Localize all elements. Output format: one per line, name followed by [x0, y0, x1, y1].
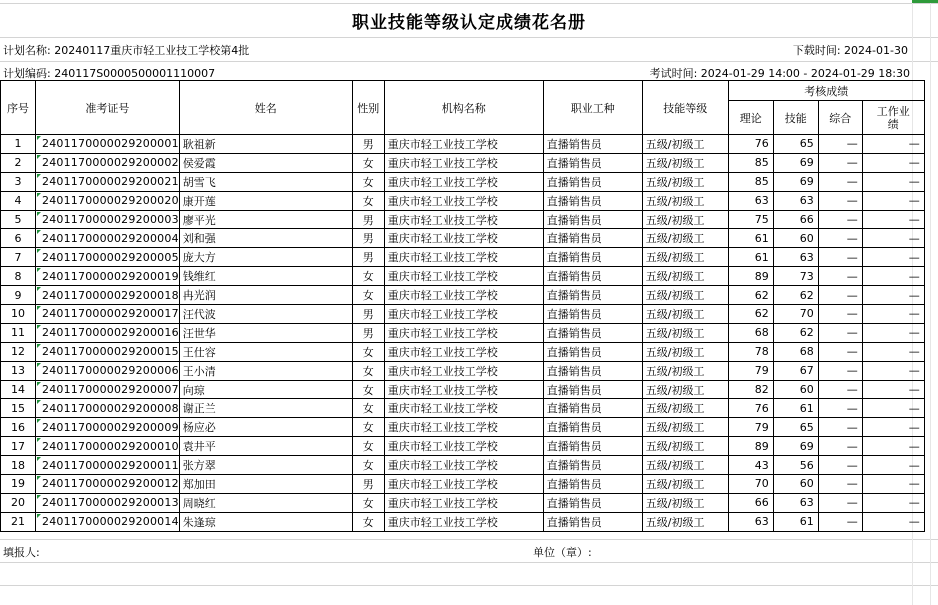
row-seq[interactable]: 12	[1, 342, 36, 361]
row-theory-score[interactable]: 76	[728, 399, 773, 418]
row-name[interactable]: 谢正兰	[179, 399, 352, 418]
row-gender[interactable]: 女	[352, 456, 384, 475]
row-org[interactable]: 重庆市轻工业技工学校	[384, 342, 543, 361]
row-comprehensive-score[interactable]: —	[818, 361, 862, 380]
header-comprehensive: 综合	[818, 101, 862, 135]
row-skill-score[interactable]: 66	[773, 210, 818, 229]
row-comprehensive-score[interactable]: —	[818, 437, 862, 456]
row-skill-score[interactable]: 62	[773, 286, 818, 305]
row-org[interactable]: 重庆市轻工业技工学校	[384, 456, 543, 475]
row-theory-score[interactable]: 75	[728, 210, 773, 229]
table-row	[1, 172, 925, 191]
row-gender[interactable]: 男	[352, 248, 384, 267]
row-comprehensive-score[interactable]: —	[818, 512, 862, 531]
row-org[interactable]: 重庆市轻工业技工学校	[384, 191, 543, 210]
row-ticket[interactable]: 2401170000029200002	[36, 153, 180, 172]
row-skill-score[interactable]: 63	[773, 493, 818, 512]
table-row	[1, 493, 925, 512]
plan-name: 计划名称: 20240117重庆市轻工业技工学校第4批	[3, 44, 250, 57]
row-theory-score[interactable]: 89	[728, 267, 773, 286]
row-comprehensive-score[interactable]: —	[818, 342, 862, 361]
row-job[interactable]: 直播销售员	[543, 267, 642, 286]
row-name[interactable]: 刘和强	[179, 229, 352, 248]
row-seq[interactable]: 13	[1, 361, 36, 380]
row-work-score[interactable]: —	[862, 361, 924, 380]
row-level[interactable]: 五级/初级工	[642, 380, 728, 399]
row-ticket[interactable]: 2401170000029200005	[36, 248, 180, 267]
row-ticket[interactable]: 2401170000029200016	[36, 323, 180, 342]
download-time: 下载时间: 2024-01-30	[792, 44, 908, 57]
row-name[interactable]: 侯爱霞	[179, 153, 352, 172]
row-comprehensive-score[interactable]: —	[818, 191, 862, 210]
row-skill-score[interactable]: 69	[773, 153, 818, 172]
header-theory: 理论	[728, 101, 773, 135]
table-row	[1, 361, 925, 380]
row-job[interactable]: 直播销售员	[543, 456, 642, 475]
row-level[interactable]: 五级/初级工	[642, 323, 728, 342]
row-skill-score[interactable]: 65	[773, 135, 818, 154]
row-theory-score[interactable]: 76	[728, 135, 773, 154]
row-name[interactable]: 向琼	[179, 380, 352, 399]
row-seq[interactable]: 20	[1, 493, 36, 512]
row-work-score[interactable]: —	[862, 323, 924, 342]
row-job[interactable]: 直播销售员	[543, 229, 642, 248]
row-job[interactable]: 直播销售员	[543, 172, 642, 191]
table-row	[1, 380, 925, 399]
row-seq[interactable]: 17	[1, 437, 36, 456]
row-skill-score[interactable]: 63	[773, 191, 818, 210]
row-work-score[interactable]: —	[862, 475, 924, 494]
row-org[interactable]: 重庆市轻工业技工学校	[384, 172, 543, 191]
row-ticket[interactable]: 2401170000029200009	[36, 418, 180, 437]
page-title: 职业技能等级认定成绩花名册	[352, 13, 586, 33]
row-ticket[interactable]: 2401170000029200008	[36, 399, 180, 418]
row-work-score[interactable]: —	[862, 135, 924, 154]
row-seq[interactable]: 2	[1, 153, 36, 172]
row-ticket[interactable]: 2401170000029200019	[36, 267, 180, 286]
row-job[interactable]: 直播销售员	[543, 399, 642, 418]
row-gender[interactable]: 女	[352, 437, 384, 456]
row-job[interactable]: 直播销售员	[543, 342, 642, 361]
row-level[interactable]: 五级/初级工	[642, 475, 728, 494]
row-level[interactable]: 五级/初级工	[642, 229, 728, 248]
row-org[interactable]: 重庆市轻工业技工学校	[384, 418, 543, 437]
row-level[interactable]: 五级/初级工	[642, 361, 728, 380]
row-skill-score[interactable]: 62	[773, 323, 818, 342]
row-skill-score[interactable]: 60	[773, 380, 818, 399]
row-comprehensive-score[interactable]: —	[818, 305, 862, 324]
row-org[interactable]: 重庆市轻工业技工学校	[384, 286, 543, 305]
row-seq[interactable]: 5	[1, 210, 36, 229]
row-gender[interactable]: 男	[352, 323, 384, 342]
row-name[interactable]: 庞大方	[179, 248, 352, 267]
row-name[interactable]: 耿祖新	[179, 135, 352, 154]
exam-time: 考试时间: 2024-01-29 14:00 - 2024-01-29 18:30	[649, 67, 910, 80]
row-theory-score[interactable]: 62	[728, 286, 773, 305]
row-comprehensive-score[interactable]: —	[818, 475, 862, 494]
table-row	[1, 210, 925, 229]
row-org[interactable]: 重庆市轻工业技工学校	[384, 380, 543, 399]
row-ticket[interactable]: 2401170000029200020	[36, 191, 180, 210]
table-row	[1, 399, 925, 418]
row-gender[interactable]: 男	[352, 229, 384, 248]
row-level[interactable]: 五级/初级工	[642, 210, 728, 229]
row-gender[interactable]: 女	[352, 380, 384, 399]
row-name[interactable]: 汪世华	[179, 323, 352, 342]
row-gender[interactable]: 女	[352, 361, 384, 380]
row-name[interactable]: 袁井平	[179, 437, 352, 456]
header-skill: 技能	[773, 101, 818, 135]
row-org[interactable]: 重庆市轻工业技工学校	[384, 135, 543, 154]
row-theory-score[interactable]: 63	[728, 512, 773, 531]
table-row	[1, 305, 925, 324]
row-ticket[interactable]: 2401170000029200015	[36, 342, 180, 361]
row-comprehensive-score[interactable]: —	[818, 418, 862, 437]
row-org[interactable]: 重庆市轻工业技工学校	[384, 305, 543, 324]
table-row	[1, 153, 925, 172]
row-org[interactable]: 重庆市轻工业技工学校	[384, 210, 543, 229]
row-job[interactable]: 直播销售员	[543, 493, 642, 512]
row-job[interactable]: 直播销售员	[543, 248, 642, 267]
row-gender[interactable]: 女	[352, 153, 384, 172]
row-level[interactable]: 五级/初级工	[642, 437, 728, 456]
header-name: 姓名	[179, 81, 352, 135]
row-work-score[interactable]: —	[862, 210, 924, 229]
row-gender[interactable]: 女	[352, 286, 384, 305]
row-theory-score[interactable]: 78	[728, 342, 773, 361]
row-theory-score[interactable]: 43	[728, 456, 773, 475]
row-name[interactable]: 郑加田	[179, 475, 352, 494]
row-job[interactable]: 直播销售员	[543, 323, 642, 342]
row-theory-score[interactable]: 82	[728, 380, 773, 399]
row-work-score[interactable]: —	[862, 418, 924, 437]
row-gender[interactable]: 男	[352, 475, 384, 494]
row-ticket[interactable]: 2401170000029200014	[36, 512, 180, 531]
row-seq[interactable]: 8	[1, 267, 36, 286]
row-org[interactable]: 重庆市轻工业技工学校	[384, 323, 543, 342]
row-skill-score[interactable]: 65	[773, 418, 818, 437]
row-job[interactable]: 直播销售员	[543, 153, 642, 172]
row-job[interactable]: 直播销售员	[543, 361, 642, 380]
row-name[interactable]: 杨应必	[179, 418, 352, 437]
row-name[interactable]: 钱维红	[179, 267, 352, 286]
row-job[interactable]: 直播销售员	[543, 475, 642, 494]
row-seq[interactable]: 16	[1, 418, 36, 437]
row-work-score[interactable]: —	[862, 191, 924, 210]
row-level[interactable]: 五级/初级工	[642, 342, 728, 361]
row-ticket[interactable]: 2401170000029200021	[36, 172, 180, 191]
row-level[interactable]: 五级/初级工	[642, 418, 728, 437]
row-job[interactable]: 直播销售员	[543, 210, 642, 229]
table-row	[1, 191, 925, 210]
row-seq[interactable]: 14	[1, 380, 36, 399]
row-org[interactable]: 重庆市轻工业技工学校	[384, 512, 543, 531]
filler-label: 填报人:	[3, 546, 40, 559]
row-org[interactable]: 重庆市轻工业技工学校	[384, 475, 543, 494]
table-row	[1, 512, 925, 531]
row-job[interactable]: 直播销售员	[543, 380, 642, 399]
row-seq[interactable]: 11	[1, 323, 36, 342]
row-ticket[interactable]: 2401170000029200017	[36, 305, 180, 324]
plan-code: 计划编码: 240117S0000500001110007	[3, 67, 216, 80]
header-gender: 性别	[352, 81, 384, 135]
row-job[interactable]: 直播销售员	[543, 418, 642, 437]
table-row	[1, 456, 925, 475]
row-gender[interactable]: 女	[352, 267, 384, 286]
row-skill-score[interactable]: 73	[773, 267, 818, 286]
table-row	[1, 323, 925, 342]
row-job[interactable]: 直播销售员	[543, 512, 642, 531]
row-skill-score[interactable]: 56	[773, 456, 818, 475]
table-row	[1, 248, 925, 267]
row-seq[interactable]: 21	[1, 512, 36, 531]
row-theory-score[interactable]: 79	[728, 418, 773, 437]
unit-seal-label: 单位（章）:	[533, 546, 592, 559]
selection-corner-mark	[912, 0, 938, 3]
header-level: 技能等级	[642, 81, 728, 135]
row-gender[interactable]: 女	[352, 172, 384, 191]
row-comprehensive-score[interactable]: —	[818, 248, 862, 267]
row-ticket[interactable]: 2401170000029200006	[36, 361, 180, 380]
row-work-score[interactable]: —	[862, 305, 924, 324]
row-ticket[interactable]: 2401170000029200013	[36, 493, 180, 512]
row-theory-score[interactable]: 61	[728, 248, 773, 267]
row-skill-score[interactable]: 69	[773, 172, 818, 191]
row-work-score[interactable]: —	[862, 172, 924, 191]
row-theory-score[interactable]: 85	[728, 153, 773, 172]
row-comprehensive-score[interactable]: —	[818, 323, 862, 342]
row-comprehensive-score[interactable]: —	[818, 210, 862, 229]
row-work-score[interactable]: —	[862, 493, 924, 512]
table-body	[1, 135, 925, 532]
row-ticket[interactable]: 2401170000029200003	[36, 210, 180, 229]
row-comprehensive-score[interactable]: —	[818, 267, 862, 286]
row-level[interactable]: 五级/初级工	[642, 456, 728, 475]
table-row	[1, 475, 925, 494]
header-job: 职业工种	[543, 81, 642, 135]
row-gender[interactable]: 女	[352, 418, 384, 437]
row-name[interactable]: 胡雪飞	[179, 172, 352, 191]
row-work-score[interactable]: —	[862, 342, 924, 361]
row-gender[interactable]: 男	[352, 210, 384, 229]
score-roster-table	[0, 80, 925, 532]
row-seq[interactable]: 4	[1, 191, 36, 210]
row-comprehensive-score[interactable]: —	[818, 172, 862, 191]
row-skill-score[interactable]: 61	[773, 512, 818, 531]
row-work-score[interactable]: —	[862, 267, 924, 286]
row-level[interactable]: 五级/初级工	[642, 493, 728, 512]
row-seq[interactable]: 1	[1, 135, 36, 154]
table-row	[1, 418, 925, 437]
row-job[interactable]: 直播销售员	[543, 191, 642, 210]
row-name[interactable]: 周晓红	[179, 493, 352, 512]
row-work-score[interactable]: —	[862, 153, 924, 172]
row-work-score[interactable]: —	[862, 248, 924, 267]
row-skill-score[interactable]: 63	[773, 248, 818, 267]
row-name[interactable]: 康开莲	[179, 191, 352, 210]
row-level[interactable]: 五级/初级工	[642, 512, 728, 531]
row-seq[interactable]: 19	[1, 475, 36, 494]
row-level[interactable]: 五级/初级工	[642, 191, 728, 210]
row-gender[interactable]: 女	[352, 512, 384, 531]
row-ticket[interactable]: 2401170000029200018	[36, 286, 180, 305]
row-comprehensive-score[interactable]: —	[818, 399, 862, 418]
row-ticket[interactable]: 2401170000029200012	[36, 475, 180, 494]
row-gender[interactable]: 男	[352, 305, 384, 324]
row-work-score[interactable]: —	[862, 286, 924, 305]
row-ticket[interactable]: 2401170000029200001	[36, 135, 180, 154]
row-theory-score[interactable]: 70	[728, 475, 773, 494]
row-ticket[interactable]: 2401170000029200007	[36, 380, 180, 399]
row-job[interactable]: 直播销售员	[543, 286, 642, 305]
row-theory-score[interactable]: 79	[728, 361, 773, 380]
row-gender[interactable]: 女	[352, 191, 384, 210]
row-org[interactable]: 重庆市轻工业技工学校	[384, 361, 543, 380]
row-gender[interactable]: 女	[352, 399, 384, 418]
row-comprehensive-score[interactable]: —	[818, 153, 862, 172]
row-theory-score[interactable]: 89	[728, 437, 773, 456]
row-level[interactable]: 五级/初级工	[642, 286, 728, 305]
header-ticket: 准考证号	[36, 81, 180, 135]
row-org[interactable]: 重庆市轻工业技工学校	[384, 493, 543, 512]
row-seq[interactable]: 10	[1, 305, 36, 324]
row-comprehensive-score[interactable]: —	[818, 135, 862, 154]
row-org[interactable]: 重庆市轻工业技工学校	[384, 248, 543, 267]
row-name[interactable]: 王仕容	[179, 342, 352, 361]
row-level[interactable]: 五级/初级工	[642, 135, 728, 154]
row-skill-score[interactable]: 61	[773, 399, 818, 418]
header-scores: 考核成绩	[728, 81, 924, 101]
row-work-score[interactable]: —	[862, 399, 924, 418]
row-name[interactable]: 张方翠	[179, 456, 352, 475]
header-seq: 序号	[1, 81, 36, 135]
row-level[interactable]: 五级/初级工	[642, 305, 728, 324]
row-theory-score[interactable]: 61	[728, 229, 773, 248]
table-row	[1, 229, 925, 248]
row-comprehensive-score[interactable]: —	[818, 456, 862, 475]
row-org[interactable]: 重庆市轻工业技工学校	[384, 229, 543, 248]
row-theory-score[interactable]: 85	[728, 172, 773, 191]
row-level[interactable]: 五级/初级工	[642, 399, 728, 418]
row-work-score[interactable]: —	[862, 456, 924, 475]
row-theory-score[interactable]: 68	[728, 323, 773, 342]
row-skill-score[interactable]: 68	[773, 342, 818, 361]
row-skill-score[interactable]: 67	[773, 361, 818, 380]
row-skill-score[interactable]: 70	[773, 305, 818, 324]
row-comprehensive-score[interactable]: —	[818, 229, 862, 248]
row-comprehensive-score[interactable]: —	[818, 493, 862, 512]
row-seq[interactable]: 7	[1, 248, 36, 267]
row-theory-score[interactable]: 62	[728, 305, 773, 324]
row-job[interactable]: 直播销售员	[543, 437, 642, 456]
header-org: 机构名称	[384, 81, 543, 135]
table-row	[1, 267, 925, 286]
row-work-score[interactable]: —	[862, 437, 924, 456]
row-org[interactable]: 重庆市轻工业技工学校	[384, 437, 543, 456]
row-work-score[interactable]: —	[862, 229, 924, 248]
row-level[interactable]: 五级/初级工	[642, 248, 728, 267]
row-name[interactable]: 汪代波	[179, 305, 352, 324]
row-comprehensive-score[interactable]: —	[818, 286, 862, 305]
row-theory-score[interactable]: 63	[728, 191, 773, 210]
row-level[interactable]: 五级/初级工	[642, 172, 728, 191]
table-row	[1, 437, 925, 456]
row-level[interactable]: 五级/初级工	[642, 267, 728, 286]
row-seq[interactable]: 6	[1, 229, 36, 248]
row-skill-score[interactable]: 60	[773, 475, 818, 494]
header-work	[862, 101, 924, 135]
row-skill-score[interactable]: 60	[773, 229, 818, 248]
row-skill-score[interactable]: 69	[773, 437, 818, 456]
row-ticket[interactable]: 2401170000029200011	[36, 456, 180, 475]
row-seq[interactable]: 18	[1, 456, 36, 475]
row-job[interactable]: 直播销售员	[543, 305, 642, 324]
row-work-score[interactable]: —	[862, 380, 924, 399]
row-seq[interactable]: 9	[1, 286, 36, 305]
row-org[interactable]: 重庆市轻工业技工学校	[384, 267, 543, 286]
row-job[interactable]: 直播销售员	[543, 135, 642, 154]
row-org[interactable]: 重庆市轻工业技工学校	[384, 399, 543, 418]
row-org[interactable]: 重庆市轻工业技工学校	[384, 153, 543, 172]
row-gender[interactable]: 男	[352, 135, 384, 154]
row-comprehensive-score[interactable]: —	[818, 380, 862, 399]
row-name[interactable]: 冉光润	[179, 286, 352, 305]
row-name[interactable]: 王小清	[179, 361, 352, 380]
table-row	[1, 135, 925, 154]
row-level[interactable]: 五级/初级工	[642, 153, 728, 172]
row-ticket[interactable]: 2401170000029200004	[36, 229, 180, 248]
header-work-label: 工作业绩	[876, 104, 910, 131]
table-row	[1, 286, 925, 305]
row-theory-score[interactable]: 66	[728, 493, 773, 512]
row-seq[interactable]: 3	[1, 172, 36, 191]
row-name[interactable]: 廖平光	[179, 210, 352, 229]
row-ticket[interactable]: 2401170000029200010	[36, 437, 180, 456]
table-row	[1, 342, 925, 361]
row-gender[interactable]: 女	[352, 342, 384, 361]
row-work-score[interactable]: —	[862, 512, 924, 531]
row-seq[interactable]: 15	[1, 399, 36, 418]
row-name[interactable]: 朱逢琼	[179, 512, 352, 531]
row-gender[interactable]: 女	[352, 493, 384, 512]
